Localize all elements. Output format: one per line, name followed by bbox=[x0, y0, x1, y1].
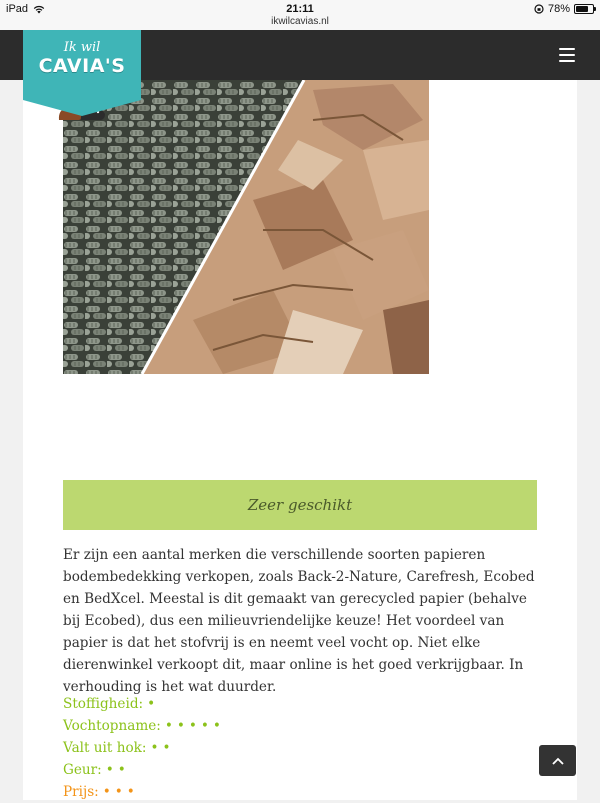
property-score-dots: •• bbox=[150, 740, 175, 756]
property-item bbox=[63, 715, 225, 737]
battery-percentage: 78% bbox=[547, 3, 570, 15]
bedding-comparison-image bbox=[63, 80, 429, 374]
property-label: Stoffigheid: bbox=[63, 696, 144, 712]
property-item bbox=[63, 737, 225, 759]
logo-title: CAVIA'S bbox=[38, 55, 126, 77]
guinea-pig-icon bbox=[57, 100, 107, 122]
back-to-top-button[interactable] bbox=[539, 745, 576, 776]
property-label: Prijs: bbox=[63, 784, 99, 800]
article-content bbox=[23, 80, 577, 800]
article-paragraph: Er zijn een aantal merken die verschillende soorten papieren bodembedekking verkopen, zoals Back-2-Nature, Carefresh, Ecobed en BedXcel. Meestal is dit gemaakt van gerecycled papier (behalve bij Ecobed), dus een milieuvriendelijke keuze! Het voordeel van papier is dat het stofvrij is en neemt veel vocht op. Niet elke dierenwinkel verkoopt dit, maar online is het goed verkrijgbaar. In verhouding is het wat duurder. bbox=[63, 547, 535, 695]
property-score-dots: •• bbox=[105, 762, 130, 778]
property-item bbox=[63, 759, 225, 781]
rotation-lock-icon bbox=[534, 4, 544, 14]
property-list bbox=[63, 693, 225, 803]
rating-label: Zeer geschikt bbox=[247, 496, 353, 514]
battery-icon bbox=[574, 4, 594, 14]
status-right bbox=[534, 3, 594, 15]
property-label: Geur: bbox=[63, 762, 102, 778]
site-logo[interactable] bbox=[23, 30, 141, 100]
address-bar-url[interactable]: ikwilcavias.nl bbox=[271, 16, 329, 27]
property-item bbox=[63, 693, 225, 715]
property-score-dots: ••••• bbox=[164, 718, 225, 734]
status-bar bbox=[0, 0, 600, 30]
device-name: iPad bbox=[6, 3, 29, 15]
property-label: Valt uit hok: bbox=[63, 740, 147, 756]
hamburger-menu-icon[interactable] bbox=[559, 48, 575, 62]
property-score-dots: • bbox=[147, 696, 160, 712]
chevron-up-icon bbox=[552, 757, 564, 765]
property-score-dots: ••• bbox=[102, 784, 139, 800]
rating-banner bbox=[63, 480, 537, 530]
clock: 21:11 bbox=[286, 3, 314, 15]
property-label: Vochtopname: bbox=[63, 718, 161, 734]
logo-tagline: Ik wil bbox=[63, 40, 101, 55]
